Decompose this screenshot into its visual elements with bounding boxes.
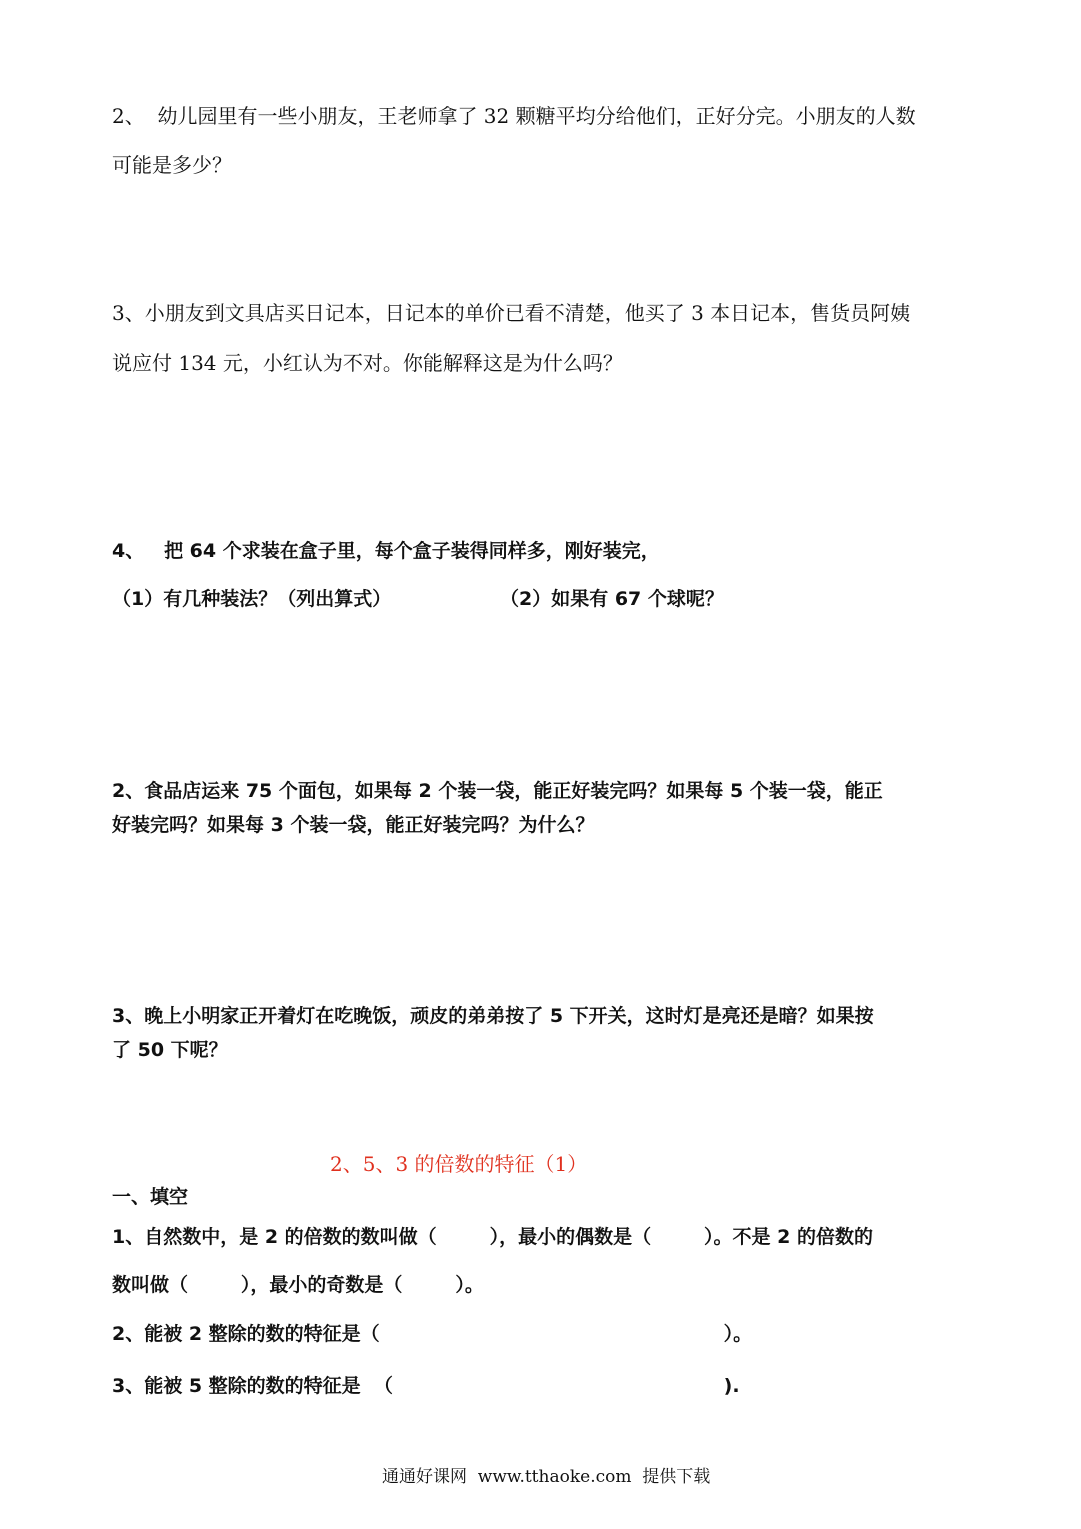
question-3-line-1: 3、小朋友到文具店买日记本，日记本的单价已看不清楚，他买了 3 本日记本，售货员阿姨 <box>112 301 911 325</box>
question-3b-line-2: 了 50 下呢？ <box>112 1039 228 1061</box>
fill-3: 3、能被 5 整除的数的特征是 （ ). <box>112 1375 740 1397</box>
question-4-sub-1: （1）有几种装法？（列出算式） <box>112 588 392 610</box>
question-2b-line-2: 好装完吗？如果每 3 个装一袋，能正好装完吗？为什么？ <box>112 814 595 836</box>
fill-1-line-2: 数叫做（ ），最小的奇数是（ ）。 <box>112 1274 484 1296</box>
question-2-line-1: 2、 幼儿园里有一些小朋友，王老师拿了 32 颗糖平均分给他们，正好分完。小朋友的人数 <box>112 104 916 128</box>
question-4-line-1: 4、 把 64 个求装在盒子里，每个盒子装得同样多，刚好装完， <box>112 540 660 562</box>
question-2b-line-1: 2、食品店运来 75 个面包，如果每 2 个装一袋，能正好装完吗？如果每 5 个装一袋，能正 <box>112 780 883 802</box>
page-footer: 通通好课网 www.tthaoke.com 提供下载 <box>382 1467 711 1487</box>
question-2-line-2: 可能是多少？ <box>112 153 232 177</box>
question-3-line-2: 说应付 134 元，小红认为不对。你能解释这是为什么吗？ <box>112 351 623 375</box>
section-title: 2、5、3 的倍数的特征（1） <box>330 1152 588 1176</box>
fill-2: 2、能被 2 整除的数的特征是（ ）。 <box>112 1323 753 1345</box>
section-heading: 一、填空 <box>112 1186 189 1208</box>
question-4-sub-2: （2）如果有 67 个球呢？ <box>500 588 724 610</box>
fill-1-line-1: 1、自然数中，是 2 的倍数的数叫做（ ），最小的偶数是（ ）。不是 2 的倍数的 <box>112 1226 873 1248</box>
question-3b-line-1: 3、晚上小明家正开着灯在吃晚饭，顽皮的弟弟按了 5 下开关，这时灯是亮还是暗？如果按 <box>112 1005 874 1027</box>
